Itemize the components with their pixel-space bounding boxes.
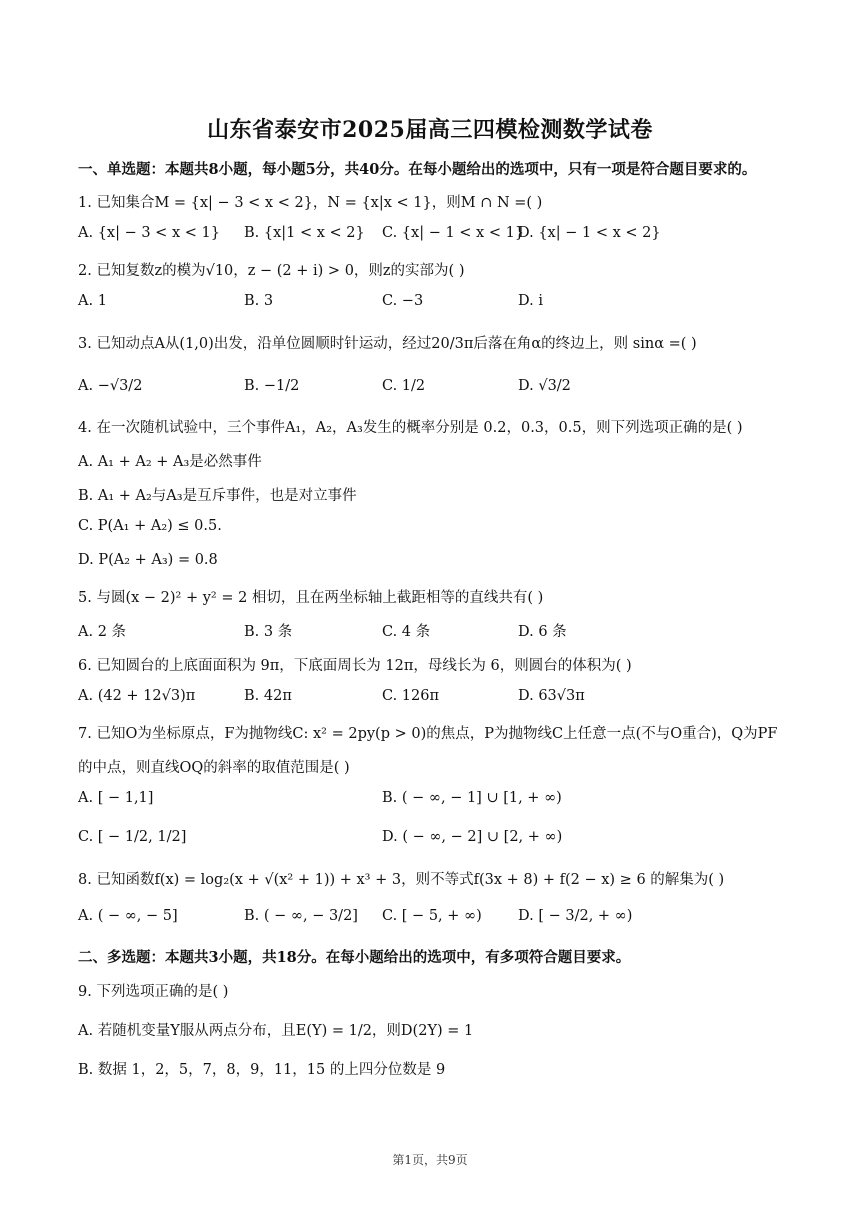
question-1-option-c: C. {x| − 1 < x < 1}	[382, 225, 525, 241]
question-8-stem: 8. 已知函数f(x) = log₂(x + √(x² + 1)) + x³ + 3，则不等式f(3x + 8) + f(2 − x) ≥ 6 的解集为( )	[78, 872, 725, 888]
question-8-option-b: B. ( − ∞, − 3/2]	[244, 908, 358, 924]
question-7-option-d: D. ( − ∞, − 2] ∪ [2, + ∞)	[382, 829, 563, 845]
question-4-option-a: A. A₁ + A₂ + A₃是必然事件	[78, 454, 262, 470]
question-5-option-c: C. 4 条	[382, 624, 431, 640]
question-9-stem: 9. 下列选项正确的是( )	[78, 984, 229, 1000]
question-2-option-d: D. i	[518, 293, 543, 309]
question-3-option-d: D. √3/2	[518, 378, 571, 394]
question-5-option-b: B. 3 条	[244, 624, 293, 640]
question-7-option-c: C. [ − 1/2, 1/2]	[78, 829, 187, 845]
question-6-option-d: D. 63√3π	[518, 688, 585, 704]
question-5-stem: 5. 与圆(x − 2)² + y² = 2 相切，且在两坐标轴上截距相等的直线共有( )	[78, 590, 544, 606]
question-3-option-c: C. 1/2	[382, 378, 426, 394]
section-heading-single-choice: 一、单选题：本题共8小题，每小题5分，共40分。在每小题给出的选项中，只有一项是符合题目要求的。	[78, 161, 757, 178]
question-1-stem: 1. 已知集合M = {x| − 3 < x < 2}，N = {x|x < 1}，则M ∩ N =( )	[78, 195, 543, 211]
question-5-option-d: D. 6 条	[518, 624, 567, 640]
section-heading-multiple-choice: 二、多选题：本题共3小题，共18分。在每小题给出的选项中，有多项符合题目要求。	[78, 949, 631, 966]
question-7-option-a: A. [ − 1,1]	[78, 790, 154, 806]
question-4-option-d: D. P(A₂ + A₃) = 0.8	[78, 552, 218, 568]
question-5-option-a: A. 2 条	[78, 624, 127, 640]
question-7-stem-continued: 的中点，则直线OQ的斜率的取值范围是( )	[78, 760, 350, 776]
question-6-option-a: A. (42 + 12√3)π	[78, 688, 196, 704]
question-3-stem: 3. 已知动点A从(1,0)出发，沿单位圆顺时针运动，经过20/3π后落在角α的终边上，则 sinα =( )	[78, 336, 697, 352]
question-2-option-a: A. 1	[78, 293, 107, 309]
question-7-stem: 7. 已知O为坐标原点，F为抛物线C: x² = 2py(p > 0)的焦点，P为抛物线C上任意一点(不与O重合)，Q为PF	[78, 726, 778, 742]
question-6-stem: 6. 已知圆台的上底面面积为 9π，下底面周长为 12π，母线长为 6，则圆台的体积为( )	[78, 658, 632, 674]
question-2-stem: 2. 已知复数z的模为√10，z − (2 + i) > 0，则z的实部为( )	[78, 263, 465, 279]
question-1-option-d: D. {x| − 1 < x < 2}	[518, 225, 661, 241]
page-footer: 第1页，共9页	[392, 1153, 468, 1167]
question-7-option-b: B. ( − ∞, − 1] ∪ [1, + ∞)	[382, 790, 562, 806]
question-4-option-b: B. A₁ + A₂与A₃是互斥事件，也是对立事件	[78, 488, 357, 504]
question-2-option-b: B. 3	[244, 293, 274, 309]
question-4-option-c: C. P(A₁ + A₂) ≤ 0.5.	[78, 518, 222, 534]
question-3-option-b: B. −1/2	[244, 378, 300, 394]
question-4-stem: 4. 在一次随机试验中，三个事件A₁，A₂，A₃发生的概率分别是 0.2，0.3，0.5，则下列选项正确的是( )	[78, 420, 743, 436]
page-title: 山东省泰安市2025届高三四模检测数学试卷	[207, 117, 653, 143]
question-9-option-a: A. 若随机变量Y服从两点分布，且E(Y) = 1/2，则D(2Y) = 1	[78, 1023, 474, 1039]
question-9-option-b: B. 数据 1，2，5，7，8，9，11，15 的上四分位数是 9	[78, 1062, 446, 1078]
question-6-option-c: C. 126π	[382, 688, 440, 704]
question-1-option-b: B. {x|1 < x < 2}	[244, 225, 365, 241]
question-8-option-d: D. [ − 3/2, + ∞)	[518, 908, 633, 924]
question-8-option-c: C. [ − 5, + ∞)	[382, 908, 482, 924]
question-2-option-c: C. −3	[382, 293, 424, 309]
question-8-option-a: A. ( − ∞, − 5]	[78, 908, 178, 924]
question-1-option-a: A. {x| − 3 < x < 1}	[78, 225, 220, 241]
question-6-option-b: B. 42π	[244, 688, 292, 704]
question-3-option-a: A. −√3/2	[78, 378, 143, 394]
